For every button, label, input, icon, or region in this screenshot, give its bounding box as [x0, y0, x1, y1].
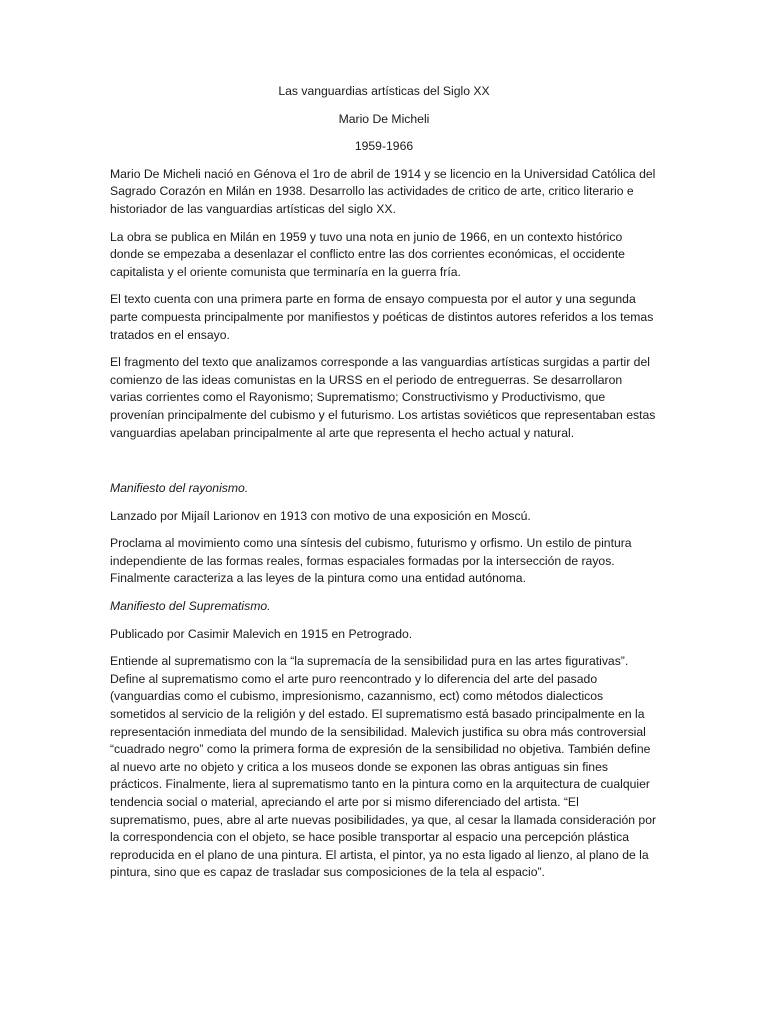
rayonismo-paragraph: Lanzado por Mijaíl Larionov en 1913 con motivo de una exposición en Moscú.	[110, 508, 531, 523]
section-heading-suprematismo: Manifiesto del Suprematismo.	[110, 599, 271, 614]
intro-paragraph: La obra se publica en Milán en 1959 y tuvo una nota en junio de 1966, en un contexto histórico donde se empezaba a desenlazar el conflicto entre las dos corrientes económicas, el occidente capitalista y el oriente comunista que terminaría en la guerra fría.	[110, 229, 625, 279]
rayonismo-paragraph: Proclama al movimiento como una síntesis del cubismo, futurismo y orfismo. Un estilo de pintura independiente de las formas reales, formas espaciales formadas por la intersección de rayos. Finalmente caracteriza a las leyes de la pintura como una entidad autónoma.	[110, 536, 632, 586]
document-years: 1959-1966	[354, 139, 414, 154]
document-page	[110, 83, 658, 892]
section-spacer	[110, 452, 658, 480]
intro-paragraph: El texto cuenta con una primera parte en forma de ensayo compuesta por el autor y una segunda parte compuesta principalmente por manifiestos y poéticas de distintos autores referidos a los temas tratados en el ensayo.	[110, 292, 654, 342]
intro-paragraph: El fragmento del texto que analizamos corresponde a las vanguardias artísticas surgidas a partir del comienzo de las ideas comunistas en la URSS en el periodo de entreguerras. Se desarrollaron varias corrientes como el Rayonismo; Suprematismo; Constructivismo y Productivismo, que provenían principalmente del cubismo y el futurismo. Los artistas soviéticos que representaban estas vanguardias apelaban principalmente al arte que representa el hecho actual y natural.	[110, 355, 656, 440]
suprematismo-paragraph: Entiende al suprematismo con la “la supremacía de la sensibilidad pura en las artes figurativas”. Define al suprematismo como el arte puro reencontrado y lo diferencia del arte del pasado (vanguardias como el cubismo, impresionismo, cazannismo, ect) como métodos dialecticos sometidos al servicio de la religión y del estado. El suprematismo está basado principalmente en la representación inmediata del mundo de la sensibilidad. Malevich justifica su obra más controversial “cuadrado negro” como la primera forma de expresión de la sensibilidad no objetiva. También define al nuevo arte no objeto y critica a los museos donde se exponen las obras antiguas sin fines prácticos. Finalmente, liera al suprematismo tanto en la pintura como en la arquitectura de cualquier tendencia social o material, apreciando el arte por si mismo diferenciado del artista. “El suprematismo, pues, abre al arte nuevas posibilidades, ya que, al cesar la llamada consideración por la correspondencia con el objeto, se hace posible transportar al espacio una percepción plástica reproducida en el plano de una pintura. El artista, el pintor, ya no esta ligado al lienzo, al plano de la pintura, sino que es capaz de trasladar sus composiciones de la tela al espacio”.	[110, 654, 657, 880]
section-heading-rayonismo: Manifiesto del rayonismo.	[110, 481, 249, 496]
document-author: Mario De Micheli	[338, 111, 430, 126]
document-title: Las vanguardias artísticas del Siglo XX	[278, 84, 490, 98]
suprematismo-paragraph: Publicado por Casimir Malevich en 1915 en Petrogrado.	[110, 626, 413, 641]
intro-paragraph: Mario De Micheli nació en Génova el 1ro de abril de 1914 y se licencio en la Universidad Católica del Sagrado Corazón en Milán en 1938. Desarrollo las actividades de critico de arte, critico literario e historiador de las vanguardias artísticas del siglo XX.	[110, 166, 656, 216]
